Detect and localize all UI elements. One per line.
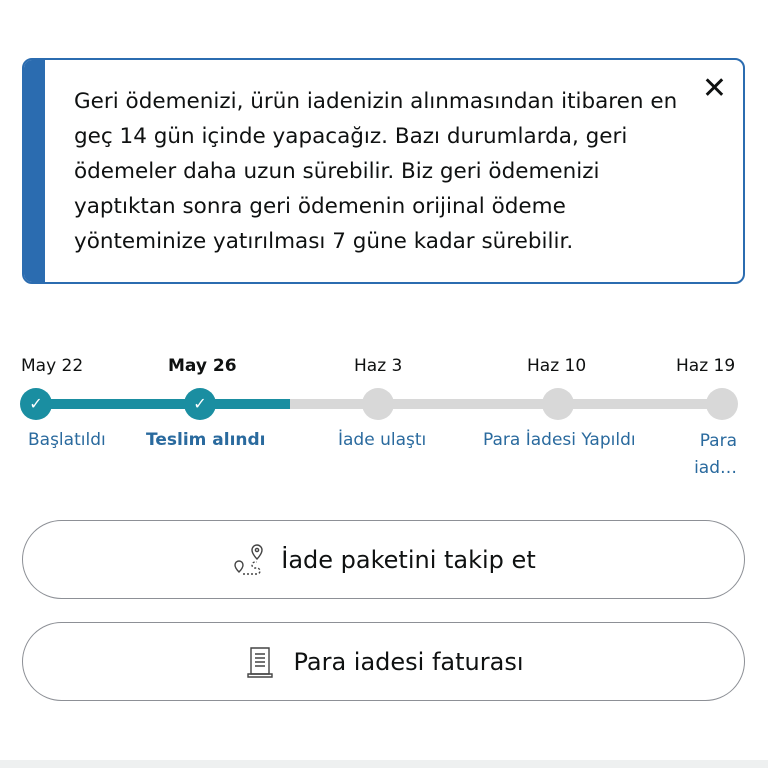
pending-step-dot (706, 388, 738, 420)
alert-accent-bar (24, 60, 45, 282)
step-label: Başlatıldı (28, 430, 106, 450)
refund-timeline (0, 350, 768, 490)
step-label: İade ulaştı (338, 430, 427, 450)
refund-invoice-button[interactable] (22, 622, 745, 701)
receipt-icon (243, 644, 279, 680)
track-label: İade paketini takip et (281, 545, 536, 574)
step-date: Haz 3 (354, 356, 403, 376)
step-date: Haz 10 (527, 356, 587, 376)
check-icon: ✓ (20, 388, 52, 420)
step-date: May 26 (168, 356, 237, 376)
step-label: Para İadesi Yapıldı (483, 430, 636, 450)
step-label: Para iad… (694, 431, 737, 478)
step-date: May 22 (21, 356, 84, 376)
footer-strip (0, 760, 768, 768)
check-icon: ✓ (184, 388, 216, 420)
progress-fill (36, 399, 290, 409)
step-label: Teslim alındı (146, 430, 266, 450)
pending-step-dot (542, 388, 574, 420)
refund-info-alert (22, 58, 745, 284)
alert-message: Geri ödemenizi, ürün iadenizin alınmasından itibaren en geç 14 gün içinde yapacağız. Bazı durumlarda, geri ödemeler daha uzun sürebilir. Biz geri ödemenizi yaptıktan sonra geri ödemenin orijinal ödeme yönteminize yatırılması 7 güne kadar sürebilir. (74, 89, 678, 254)
invoice-label: Para iadesi faturası (293, 647, 524, 676)
step-date: Haz 19 (676, 356, 736, 376)
track-return-package-button[interactable] (22, 520, 745, 599)
pending-step-dot (362, 388, 394, 420)
route-pin-icon (231, 542, 267, 578)
close-icon[interactable]: ✕ (701, 71, 727, 106)
